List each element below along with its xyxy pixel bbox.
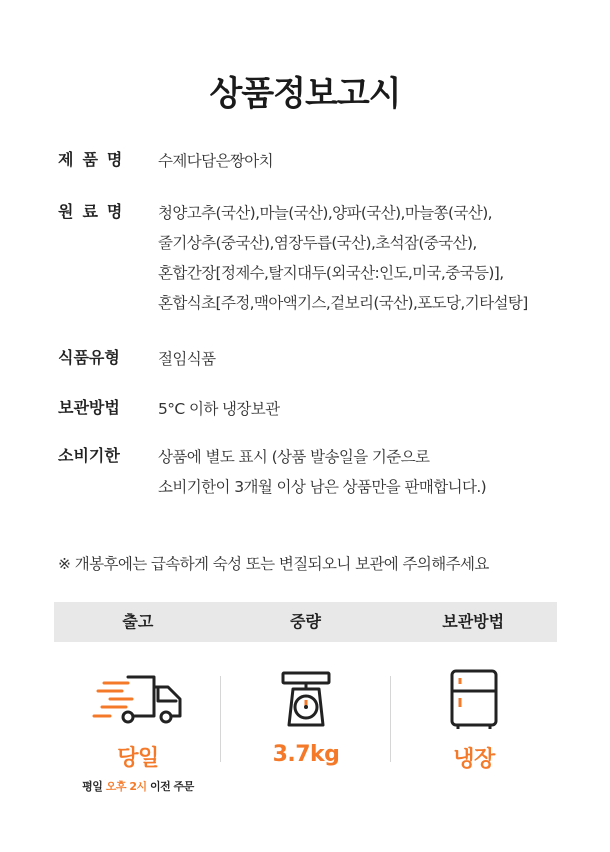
food-type-label: 식품유형 <box>58 348 120 367</box>
product-name-label: 제품명 <box>58 150 132 169</box>
ingredients-line: 혼합식초[주정,맥아액기스,겉보리(국산),포도당,기타설탕] <box>158 294 528 312</box>
ingredients-line: 줄기상추(중국산),염장두릅(국산),초석잠(중국산), <box>158 234 477 252</box>
refrigerator-icon <box>446 664 502 734</box>
food-type-value: 절임식품 <box>158 350 216 368</box>
info-row-expiry <box>58 442 590 502</box>
storage-value: 5°C 이하 냉장보관 <box>158 400 280 418</box>
expiry-value <box>158 442 486 502</box>
weight-value: 3.7kg <box>272 742 340 767</box>
expiry-label: 소비기한 <box>58 446 120 465</box>
weight-cell <box>222 664 390 794</box>
ingredients-line: 청양고추(국산),마늘(국산),양파(국산),마늘쫑(국산), <box>158 204 492 222</box>
delivery-truck-icon <box>88 664 188 733</box>
column-divider <box>220 676 221 762</box>
info-row-product-name <box>58 146 590 176</box>
info-row-food-type <box>58 344 590 374</box>
ingredients-label: 원료명 <box>58 202 132 221</box>
header-weight: 중량 <box>290 612 321 631</box>
expiry-line: 소비기한이 3개월 이상 남은 상품만을 판매합니다.) <box>158 478 487 496</box>
info-row-storage <box>58 394 590 424</box>
storage-notice: ※ 개봉후에는 급속하게 숙성 또는 변질되오니 보관에 주의해주세요 <box>58 555 489 573</box>
page-title: 상품정보고시 <box>209 74 401 114</box>
shipping-note: 평일 오후 2시 이전 주문 <box>82 780 194 793</box>
shipping-value: 당일 <box>117 746 159 771</box>
storage-cell <box>390 664 558 794</box>
summary-table-header <box>54 602 557 642</box>
header-shipping: 출고 <box>122 612 154 631</box>
storage-type-value: 냉장 <box>453 747 495 772</box>
header-storage: 보관방법 <box>442 612 505 631</box>
product-name-value: 수제다담은짱아치 <box>158 152 273 170</box>
scale-icon <box>271 664 341 734</box>
ingredients-value <box>158 198 528 318</box>
shipping-cell <box>54 664 222 794</box>
info-row-ingredients <box>58 198 590 318</box>
ingredients-line: 혼합간장[정제수,탈지대두(외국산:인도,미국,중국등)], <box>158 264 504 282</box>
expiry-line: 상품에 별도 표시 (상품 발송일을 기준으로 <box>158 448 430 466</box>
storage-label: 보관방법 <box>58 398 120 417</box>
